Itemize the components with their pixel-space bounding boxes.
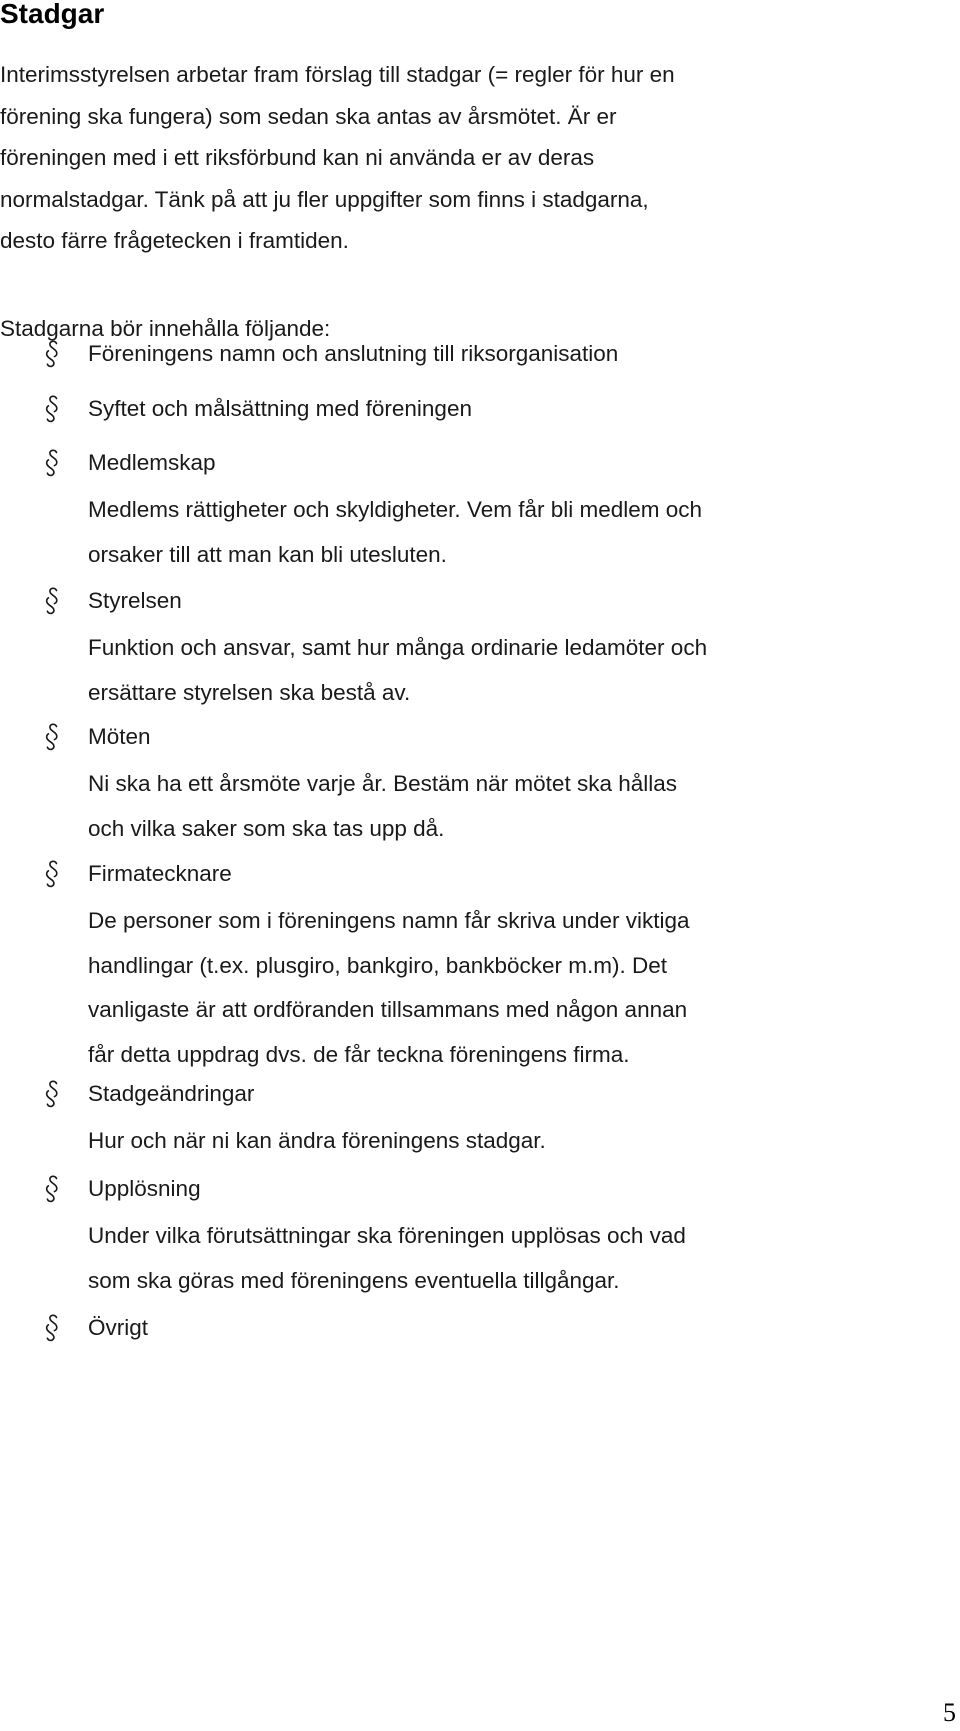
list-item-title: Upplösning	[88, 1176, 201, 1201]
page-number: 5	[943, 1698, 956, 1727]
description-line: orsaker till att man kan bli utesluten.	[88, 541, 447, 567]
intro-line: normalstadgar. Tänk på att ju fler uppgifter som finns i stadgarna,	[0, 186, 649, 212]
list-item-title: Medlemskap	[88, 450, 216, 475]
list-item-description	[88, 899, 690, 1077]
description-line: som ska göras med föreningens eventuella tillgångar.	[88, 1267, 620, 1293]
intro-line: förening ska fungera) som sedan ska antas av årsmötet. Är er	[0, 103, 617, 129]
list-item-description	[88, 626, 707, 715]
list-item-title: Firmatecknare	[88, 861, 232, 886]
description-line: handlingar (t.ex. plusgiro, bankgiro, bankböcker m.m). Det	[88, 952, 668, 978]
description-line: ersättare styrelsen ska bestå av.	[88, 679, 411, 705]
intro-paragraph	[0, 54, 880, 262]
list-item-description	[88, 1214, 686, 1303]
list-item-title: Möten	[88, 724, 151, 749]
description-line: och vilka saker som ska tas upp då.	[88, 815, 445, 841]
list-item-title: Föreningens namn och anslutning till riksorganisation	[88, 341, 619, 366]
section-sign-icon	[42, 722, 62, 752]
list-item-description	[88, 762, 677, 851]
section-sign-icon	[42, 394, 62, 424]
section-sign-icon	[42, 1313, 62, 1343]
description-line: Hur och när ni kan ändra föreningens stadgar.	[88, 1128, 546, 1153]
description-line: vanligaste är att ordföranden tillsammans med någon annan	[88, 997, 688, 1022]
section-sign-icon	[42, 586, 62, 616]
description-line: får detta uppdrag dvs. de får teckna föreningens firma.	[88, 1041, 630, 1067]
description-line: Ni ska ha ett årsmöte varje år. Bestäm när mötet ska hållas	[88, 771, 677, 796]
intro-line: föreningen med i ett riksförbund kan ni använda er av deras	[0, 145, 595, 170]
list-item-title: Syftet och målsättning med föreningen	[88, 396, 472, 421]
section-sign-icon	[42, 1079, 62, 1109]
section-sign-icon	[42, 859, 62, 889]
list-item-title: Övrigt	[88, 1315, 149, 1340]
list-item-title: Styrelsen	[88, 588, 182, 613]
description-line: Medlems rättigheter och skyldigheter. Vem får bli medlem och	[88, 497, 703, 522]
page-title: Stadgar	[0, 0, 105, 29]
section-sign-icon	[42, 448, 62, 478]
intro-line: desto färre frågetecken i framtiden.	[0, 228, 349, 253]
intro-line: Interimsstyrelsen arbetar fram förslag till stadgar (= regler för hur en	[0, 62, 675, 87]
description-line: Under vilka förutsättningar ska föreningen upplösas och vad	[88, 1223, 686, 1248]
list-item-title: Stadgeändringar	[88, 1081, 255, 1106]
list-lead-text: Stadgarna bör innehålla följande:	[0, 316, 331, 341]
description-line: De personer som i föreningens namn får skriva under viktiga	[88, 908, 690, 933]
section-sign-icon	[42, 1174, 62, 1204]
list-item-description	[88, 1119, 546, 1164]
description-line: Funktion och ansvar, samt hur många ordinarie ledamöter och	[88, 635, 708, 660]
section-sign-icon	[42, 339, 62, 369]
list-item-description	[88, 488, 702, 577]
